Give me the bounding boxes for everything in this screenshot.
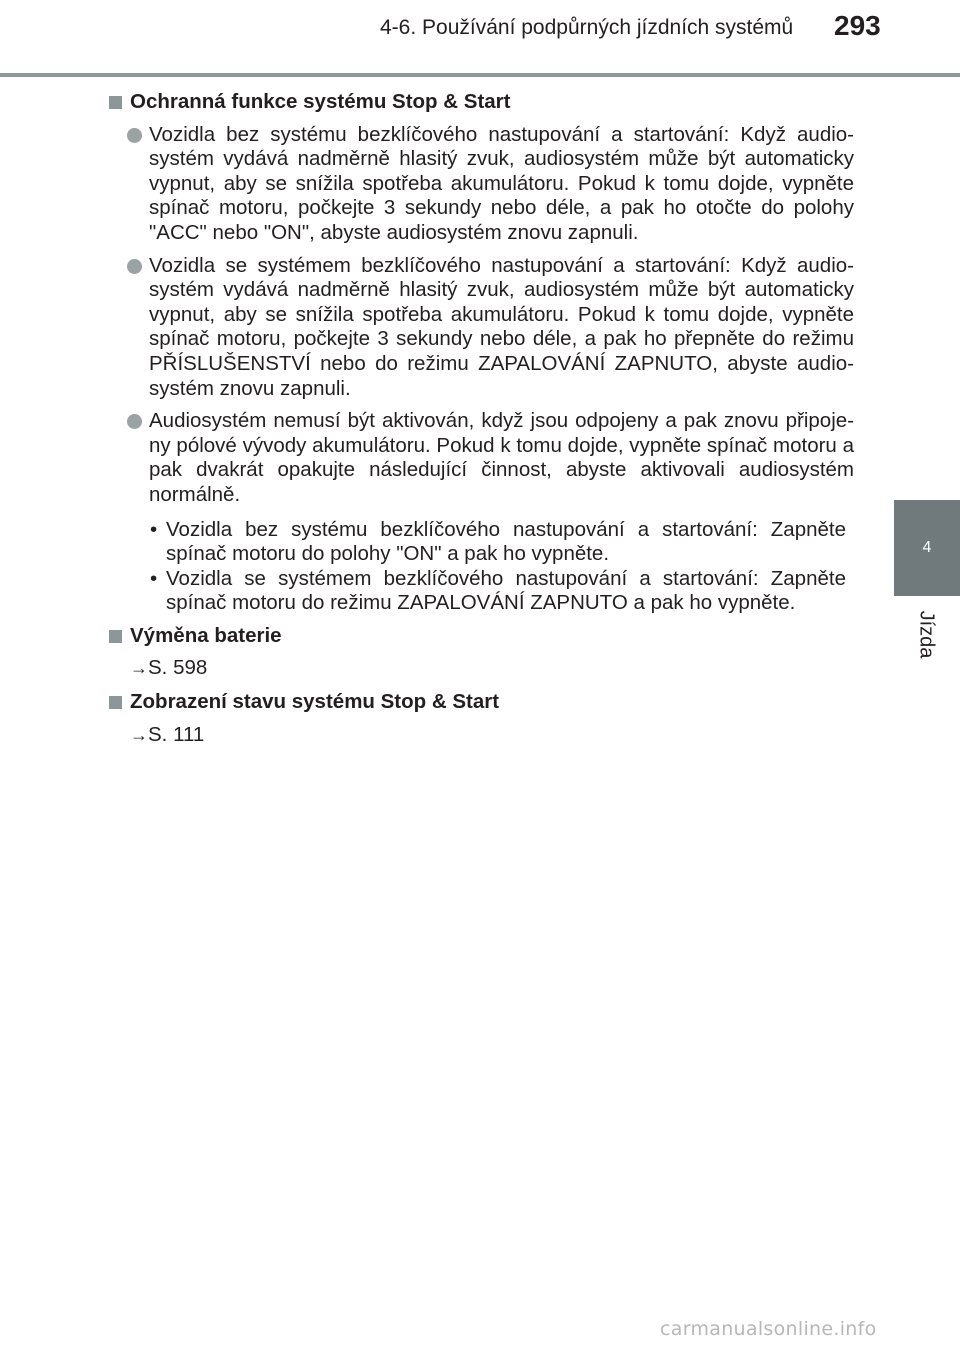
sub-list-item-text: Vozidla bez systému bezklíčového nastupování a startování: Zapněte spínač motoru do polohy "ON" a pak ho vypněte. [166, 517, 846, 566]
square-bullet-icon [109, 96, 122, 109]
section-heading-text: Ochranná funkce systému Stop & Start [130, 90, 511, 113]
square-bullet-icon [109, 696, 122, 709]
arrow-right-icon: → [130, 724, 148, 745]
round-bullet-icon [127, 259, 142, 274]
list-item [106, 409, 854, 507]
chapter-label [896, 604, 956, 664]
list-item-text: Vozidla se systémem bezklíčového nastupování a startování: Když audio-systém vydává nadměrně hlasitý zvuk, audiosystém může být automaticky vypnut, aby se snížila spotřeba akumulátoru. Pokud k tomu dojde, vypněte spínač motoru, počkejte 3 sekundy nebo déle, a pak ho přepněte do režimu PŘÍSLUŠENSTVÍ nebo do režimu ZAPALOVÁNÍ ZAPNUTO, abyste audio-systém znovu zapnuli. [149, 253, 854, 400]
arrow-right-icon: → [130, 658, 148, 679]
section-heading-text: Zobrazení stavu systému Stop & Start [130, 690, 500, 714]
section-heading [106, 690, 854, 715]
page-reference[interactable] [130, 656, 854, 681]
round-bullet-icon [127, 128, 142, 143]
page-reference[interactable] [130, 723, 854, 748]
list-item [106, 123, 854, 246]
page-number: 293 [834, 10, 881, 41]
page-reference-text[interactable]: S. 598 [148, 656, 208, 680]
watermark: carmanualsonline.info [660, 1318, 877, 1340]
sub-list [106, 518, 854, 616]
sub-list-item-text: Vozidla se systémem bezklíčového nastupování a startování: Zapněte spínač motoru do režimu ZAPALOVÁNÍ ZAPNUTO a pak ho vypněte. [166, 566, 846, 615]
chapter-tab[interactable] [894, 500, 960, 596]
section-title: 4-6. Používání podpůrných jízdních systémů [380, 16, 794, 39]
page-reference-text[interactable]: S. 111 [148, 722, 205, 746]
square-bullet-icon [109, 630, 122, 643]
chapter-number: 4 [922, 539, 932, 556]
list-item [106, 254, 854, 402]
header-divider [0, 73, 960, 77]
section-heading [106, 624, 854, 649]
section-heading-text: Výměna baterie [130, 623, 282, 647]
round-bullet-icon [127, 414, 142, 429]
list-item-text: Vozidla bez systému bezklíčového nastupování a startování: Když audio-systém vydává nadměrně hlasitý zvuk, audiosystém může být automaticky vypnut, aby se snížila spotřeba akumulátoru. Pokud k tomu dojde, vypněte spínač motoru, počkejte 3 sekundy nebo déle, a pak ho otočte do polohy "ACC" nebo "ON", abyste audiosystém znovu zapnuli. [149, 122, 854, 244]
chapter-label-text: Jízda [915, 610, 938, 658]
list-item-text: Audiosystém nemusí být aktivován, když jsou odpojeny a pak znovu připoje-ny pólové vývody akumulátoru. Pokud k tomu dojde, vypněte spínač motoru a pak dvakrát opakujte následující činnost, abyste aktivovali audiosystém normálně. [149, 409, 854, 506]
sub-list-item [106, 518, 854, 567]
dot-bullet-icon: • [150, 566, 158, 590]
dot-bullet-icon: • [150, 517, 158, 541]
section-heading [106, 90, 854, 115]
page-content [106, 90, 854, 756]
sub-list-item [106, 567, 854, 616]
